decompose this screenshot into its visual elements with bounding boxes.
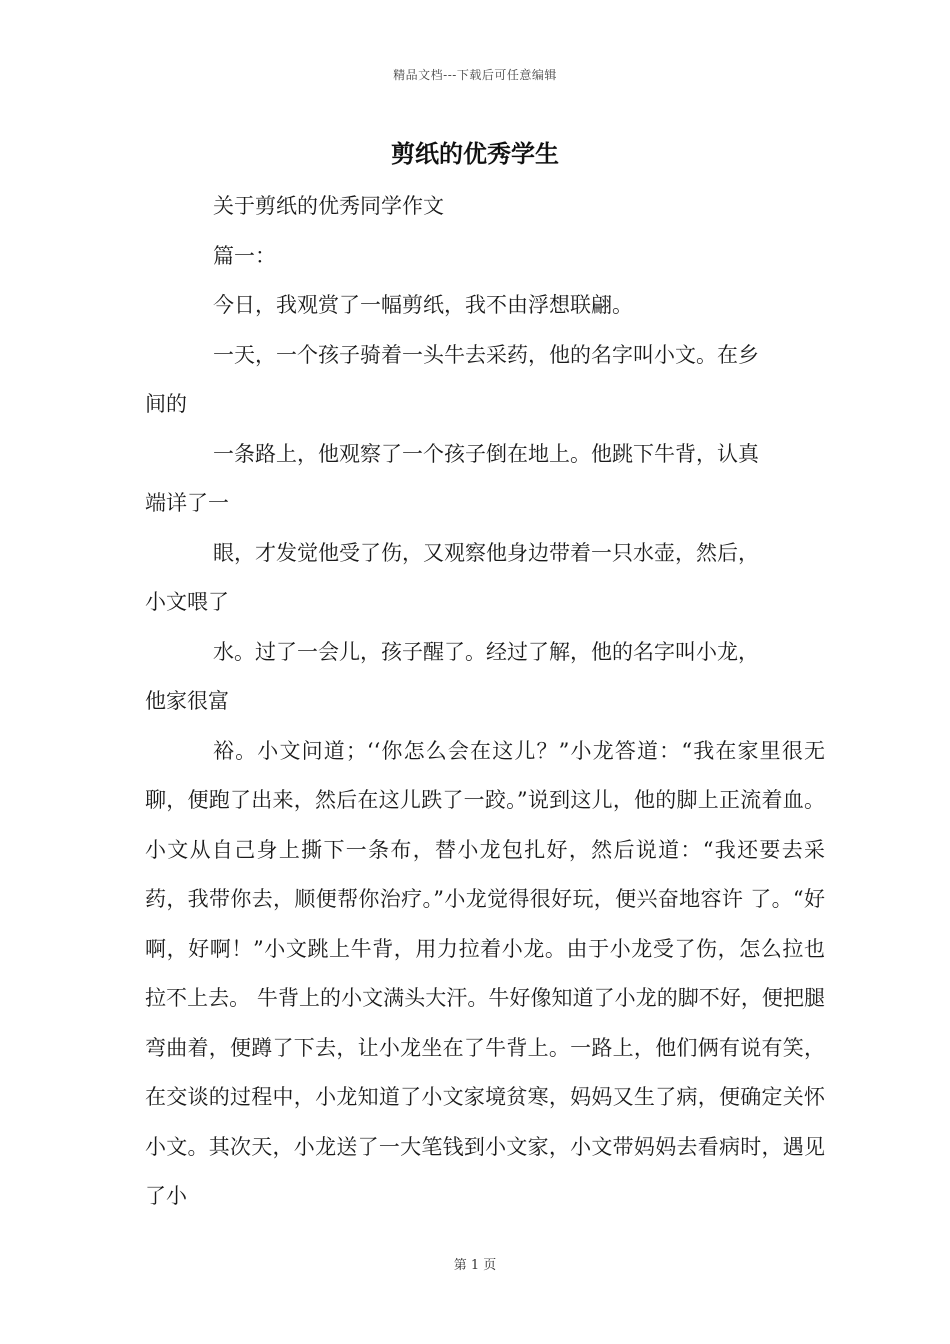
paragraph-4-line-1: 眼，才发觉他受了伤，又观察他身边带着一只水壶，然后， [213,540,759,565]
paragraph-5-line-1: 水。过了一会儿，孩子醒了。经过了解，他的名字叫小龙， [213,639,759,664]
subtitle-line: 关于剪纸的优秀同学作文 [213,194,444,218]
paragraph-3-line-2: 端详了一 [145,491,229,515]
paragraph-1: 今日，我观赏了一幅剪纸，我不由浮想联翩。 [213,293,633,317]
document-title: 剪纸的优秀学生 [391,139,559,168]
paragraph-5-line-2: 他家很富 [145,689,229,713]
page-number: 第 1 页 [453,1258,497,1273]
paragraph-3-line-1: 一条路上，他观察了一个孩子倒在地上。他跳下牛背，认真 [213,441,759,466]
chapter-label: 篇一： [213,243,276,268]
paragraph-4-line-2: 小文喂了 [145,590,229,614]
paragraph-6: 裕。小文问道；‘‘你怎么会在这儿？”小龙答道：“我在家里很无聊，便跑了出来，然后在这儿跌了一跤。”说到这儿，他的脚上正流着血。小文从自己身上撕下一条布，替小龙包扎好，然后说道：“我还要去采药，我带你去，顺便帮你治疗。”小龙觉得很好玩，便兴奋地容许 了。“好啊，好啊！”小文跳上牛背，用力拉着小龙。由于小龙受了伤，怎么拉也拉不上去。 牛背上的小文满头大汗。牛好像知道了小龙的脚不好，便把腿弯曲着，便蹲了下去，让小龙坐在了牛背上。一路上，他们俩有说有笑，在交谈的过程中，小龙知道了小文家境贫寒，妈妈又生了病，便确定关怀小文。其次天，小龙送了一大笔钱到小文家，小文带妈妈去看病时，遇见了小 [145,738,825,1208]
paragraph-2-line-1: 一天，一个孩子骑着一头牛去采药，他的名字叫小文。在乡 [213,342,759,367]
paragraph-2-line-2: 间的 [145,392,187,416]
header-note: 精品文档---下载后可任意编辑 [393,68,557,82]
document-body [145,182,825,1222]
